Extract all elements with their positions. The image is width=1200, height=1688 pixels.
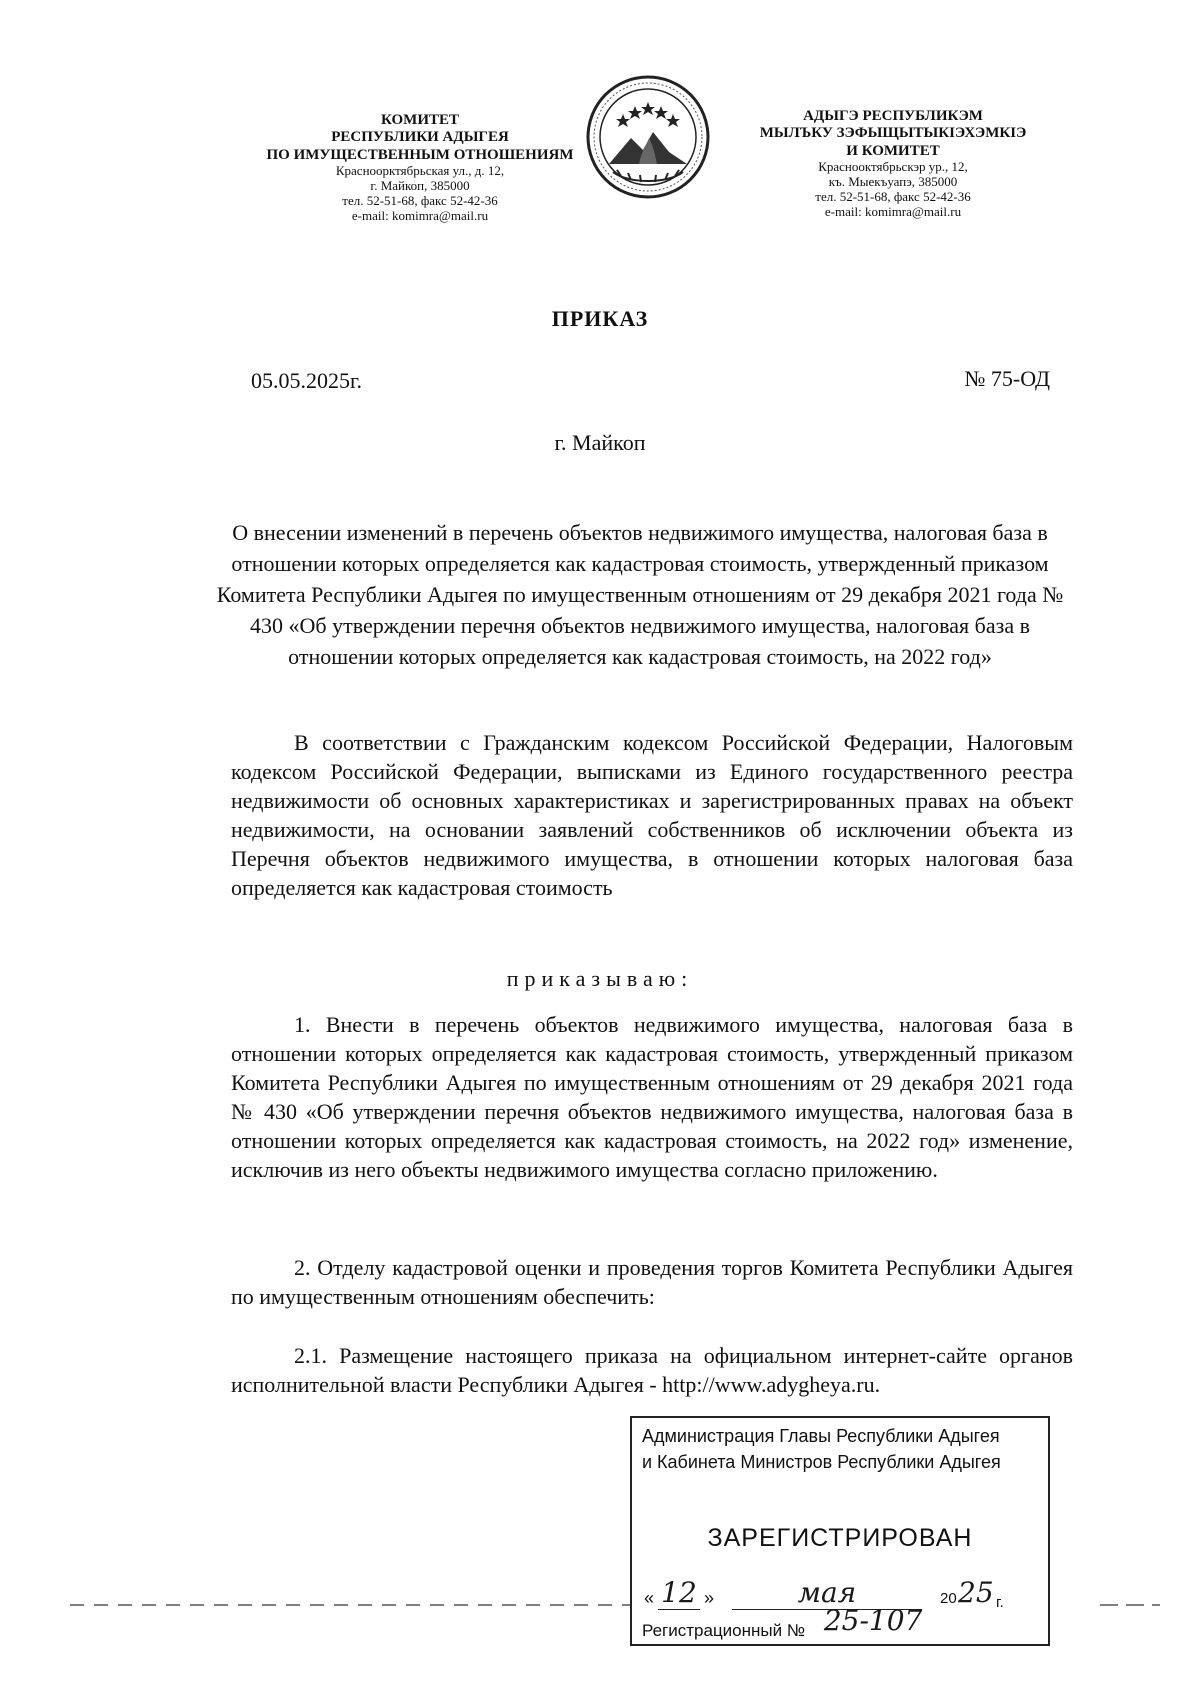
stamp-line1: Администрация Главы Республики Адыгея <box>642 1426 1000 1446</box>
item-1-paragraph: 1. Внести в перечень объектов недвижимого имущества, налоговая база в отношении которых определяется как кадастровая стоимость, утвержденный приказом Комитета Республики Адыгея по имущественным отношениям от 29 декабря 2021 года № 430 «Об утверждении перечня объектов недвижимого имущества, налоговая база в отношении которых определяется как кадастровая стоимость, на 2022 год» изменение, исключив из него объекты недвижимого имущества согласно приложению. <box>231 1012 1073 1182</box>
org-name-adyghe-line2: МЫЛЪКУ ЗЭФЫЩЫТЫКIЭХЭМКIЭ <box>759 125 1027 142</box>
preamble-paragraph: В соответствии с Гражданским кодексом Российской Федерации, Налоговым кодексом Российской Федерации, выписками из Единого государственного реестра недвижимости об основных характеристиках и зарегистрированных правах на объект недвижимости, на основании заявлений собственников об исключении объекта из Перечня объектов недвижимого имущества, в отношении которых налоговая база определяется как кадастровая стоимость <box>231 730 1073 900</box>
org-name-line1: КОМИТЕТ <box>380 112 459 128</box>
document-number: № 75-ОД <box>964 366 1050 391</box>
document-subject: О внесении изменений в перечень объектов недвижимого имущества, налоговая база в отношении которых определяется как кадастровая стоимость, утвержденный приказом Комитета Республики Адыгея по имущественным отношениям от 29 декабря 2021 года № 430 «Об утверждении перечня объектов недвижимого имущества, налоговая база в отношении которых определяется как кадастровая стоимость, на 2022 год» <box>216 520 1064 669</box>
header-left <box>255 112 585 224</box>
document-city: г. Майкоп <box>554 430 646 455</box>
org-adyghe-address2: къ. Мыекъуапэ, 385000 <box>828 173 958 189</box>
stamp-day: 12 <box>658 1576 700 1610</box>
document-title: ПРИКАЗ <box>551 306 649 331</box>
scan-dashed-line-left <box>70 1604 630 1606</box>
stamp-quote-close: » <box>704 1588 715 1608</box>
stamp-year-prefix: 20 <box>940 1590 957 1607</box>
stamp-month: мая <box>732 1576 922 1610</box>
stamp-reg-row <box>642 1604 923 1643</box>
org-name-line3: ПО ИМУЩЕСТВЕННЫМ ОТНОШЕНИЯМ <box>266 146 574 163</box>
coat-of-arms-icon <box>583 72 713 202</box>
stamp-line2: и Кабинета Министров Республики Адыгея <box>642 1452 1001 1472</box>
stamp-reg-number: 25-107 <box>823 1604 923 1637</box>
document-date: 05.05.2025г. <box>251 368 363 393</box>
stamp-year-suffix: 25 <box>958 1576 994 1609</box>
order-word: приказываю: <box>506 966 694 991</box>
org-name-line2: РЕСПУБЛИКИ АДЫГЕЯ <box>331 129 509 146</box>
org-address2: г. Майкоп, 385000 <box>370 177 470 193</box>
item-2-1-paragraph <box>231 1341 1073 1399</box>
org-email: e-mail: komimra@mail.ru <box>351 207 489 223</box>
header-right <box>728 108 1058 220</box>
org-address1: Красноорктябрьская ул., д. 12, <box>335 162 505 178</box>
org-phone: тел. 52-51-68, факс 52-42-36 <box>342 192 498 208</box>
org-adyghe-phone: тел. 52-51-68, факс 52-42-36 <box>815 188 971 204</box>
item-2-1-text: 2.1. Размещение настоящего приказа на официальном интернет-сайте органов исполнительной власти Республики Адыгея - http://www.adygheya.ru. <box>231 1343 1073 1397</box>
stamp-year-mark: г. <box>996 1594 1004 1611</box>
registration-stamp <box>630 1416 1050 1646</box>
org-name-adyghe-line1: АДЫГЭ РЕСПУБЛИКЭМ <box>803 108 983 124</box>
org-adyghe-address1: Краснооктябрьскэр ур., 12, <box>818 158 968 174</box>
stamp-reg-label: Регистрационный № <box>642 1621 806 1640</box>
org-adyghe-email: e-mail: komimra@mail.ru <box>824 203 962 219</box>
stamp-quote-open: « <box>644 1588 655 1608</box>
org-name-adyghe-line3: И КОМИТЕТ <box>846 142 940 159</box>
stamp-registered: ЗАРЕГИСТРИРОВАН <box>707 1524 973 1552</box>
scan-dashed-line-right <box>1100 1604 1160 1606</box>
item-2-paragraph: 2. Отделу кадастровой оценки и проведения торгов Комитета Республики Адыгея по имущественным отношениям обеспечить: <box>231 1255 1073 1309</box>
